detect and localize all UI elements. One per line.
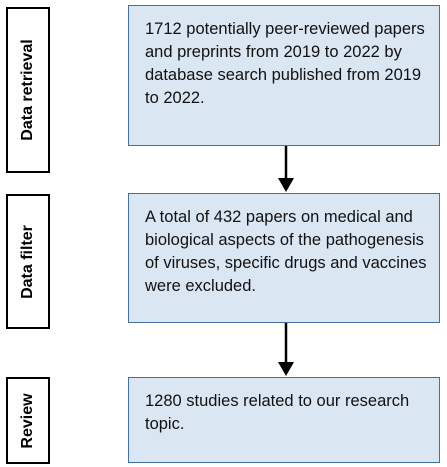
stage-box-data-retrieval	[128, 5, 440, 146]
stage-box-data-filter	[128, 193, 440, 323]
stage-description: 1280 studies related to our research topic.	[145, 392, 410, 433]
arrow-filter-to-review	[278, 323, 294, 376]
stage-label-data-retrieval	[6, 7, 50, 173]
stage-label-data-filter	[6, 194, 50, 329]
stage-description: 1712 potentially peer-reviewed papers and preprints from 2019 to 2022 by database search published from 2019 to 2022.	[145, 20, 425, 107]
stage-label-text: Data retrieval	[19, 39, 36, 141]
stage-label-review	[6, 377, 50, 464]
stage-description: A total of 432 papers on medical and biological aspects of the pathogenesis of viruses, specific drugs and vaccines were excluded.	[145, 208, 427, 295]
stage-label-text: Data filter	[19, 224, 36, 299]
stage-label-text: Review	[19, 392, 36, 449]
stage-box-review	[128, 377, 440, 463]
arrow-retrieval-to-filter	[278, 146, 294, 192]
